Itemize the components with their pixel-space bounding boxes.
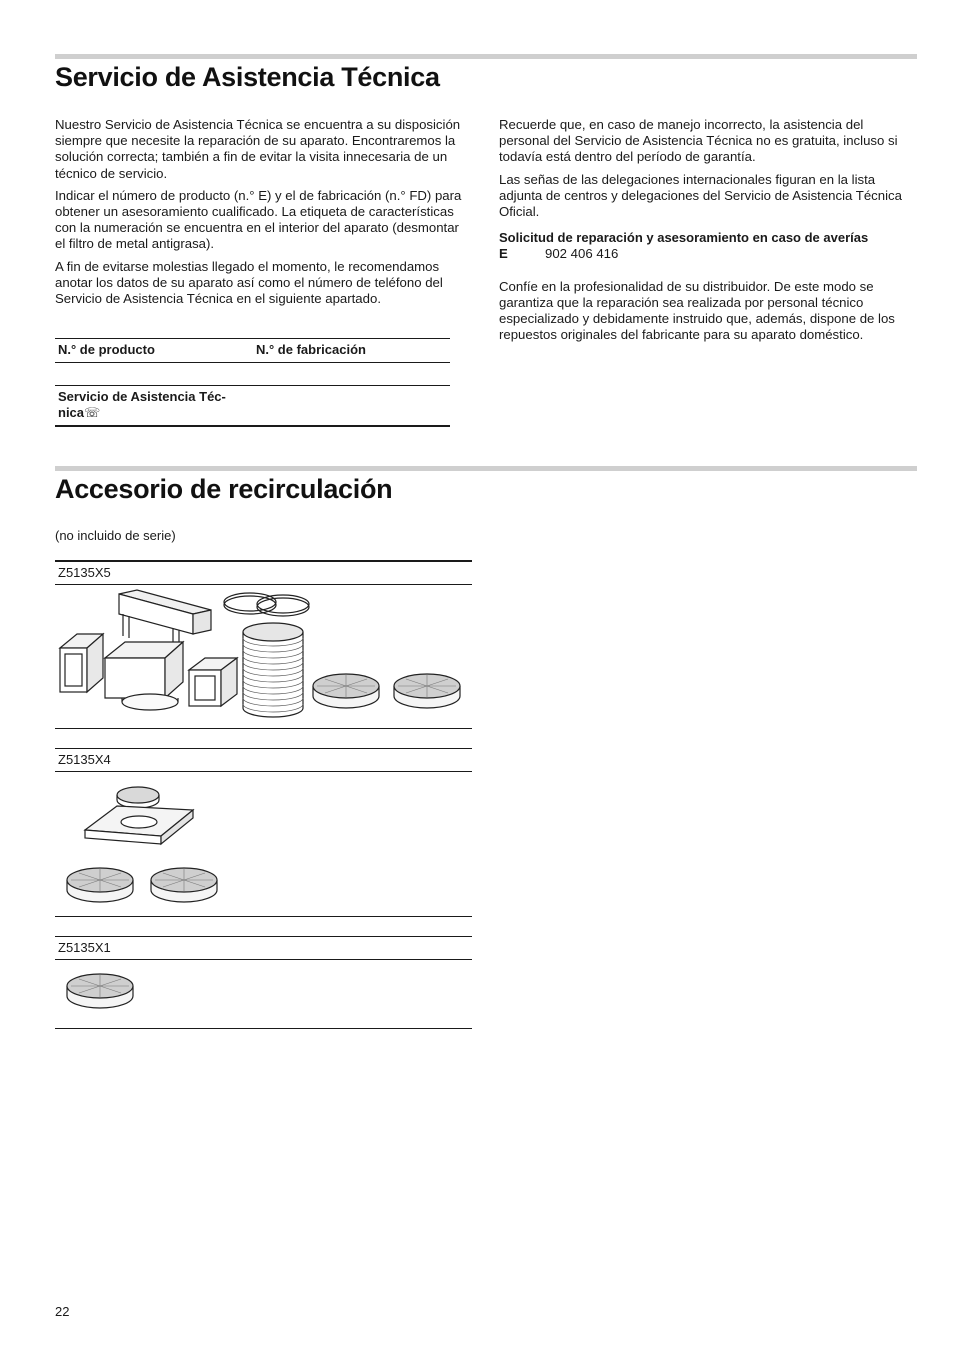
accessory-line — [55, 748, 472, 749]
section-rule — [55, 54, 917, 59]
accessory-bottom-line — [55, 1028, 472, 1029]
table-top-line — [55, 338, 450, 339]
phone-icon: ☏ — [84, 405, 101, 420]
paragraph: Las señas de las delegaciones internacionales figuran en la lista adjunta de centros y delegaciones del Servicio de Asistencia Técnica Oficial. — [499, 171, 902, 220]
table-row-line — [55, 385, 450, 386]
charcoal-filter-illustration — [55, 966, 155, 1018]
paragraph: Recuerde que, en caso de manejo incorrecto, la asistencia del personal del Servicio de Asistencia Técnica no es gratuita, incluso si todavía está dentro del período de garantía. — [499, 117, 898, 165]
left-column — [55, 117, 470, 313]
accessory-kit-illustration — [55, 588, 472, 726]
accessory-code: Z5135X1 — [58, 940, 111, 955]
note: (no incluido de serie) — [55, 528, 176, 543]
section-title: Servicio de Asistencia Técnica — [55, 62, 440, 92]
table-cell-product: N.° de producto — [58, 342, 155, 357]
accessory-line — [55, 959, 472, 960]
table-cell-service: Servicio de Asistencia Téc- nica☏ — [58, 389, 226, 420]
page-number: 22 — [55, 1304, 70, 1319]
paragraph: Confíe en la profesionalidad de su distribuidor. De este modo se garantiza que la reparación sea realizada por personal técnico especializado y debidamente instruido que, además, dispone de los repuestos originales del fabricante para su aparato doméstico. — [499, 278, 895, 343]
phone-row — [499, 246, 917, 262]
table-bottom-line — [55, 425, 450, 427]
table-row-line — [55, 362, 450, 363]
paragraph: Indicar el número de producto (n.° E) y el de fabricación (n.° FD) para obtener un asesoramiento cualificado. La etiqueta de características con la numeración se encuentra en el interior del aparato (desmontar el filtro de metal antigrasa). — [55, 187, 462, 252]
paragraph: A fin de evitarse molestias llegado el momento, le recomendamos anotar los datos de su aparato así como el número de teléfono del Servicio de Asistencia Técnica en el siguiente apartado. — [55, 258, 443, 307]
phone-number: 902 406 416 — [545, 246, 619, 262]
section-rule — [55, 466, 917, 471]
repair-heading: Solicitud de reparación y asesoramiento en caso de averías — [499, 230, 869, 246]
right-column — [499, 117, 917, 349]
accessory-kit-illustration — [55, 778, 255, 910]
accessory-line — [55, 728, 472, 729]
table-cell-fabrication: N.° de fabricación — [256, 342, 366, 357]
accessory-code: Z5135X5 — [58, 565, 111, 580]
phone-country: E — [499, 246, 508, 262]
accessory-line — [55, 936, 472, 937]
accessory-line — [55, 771, 472, 772]
accessory-line — [55, 916, 472, 917]
section-title: Accesorio de recirculación — [55, 474, 393, 504]
accessory-code: Z5135X4 — [58, 752, 111, 767]
paragraph: Nuestro Servicio de Asistencia Técnica se encuentra a su disposición siempre que necesite la reparación de su aparato. Encontraremos la solución correcta; también a fin de evitar la visita innecesaria de un técnico de servicio. — [55, 117, 461, 181]
accessory-top-line — [55, 560, 472, 562]
accessory-line — [55, 584, 472, 585]
